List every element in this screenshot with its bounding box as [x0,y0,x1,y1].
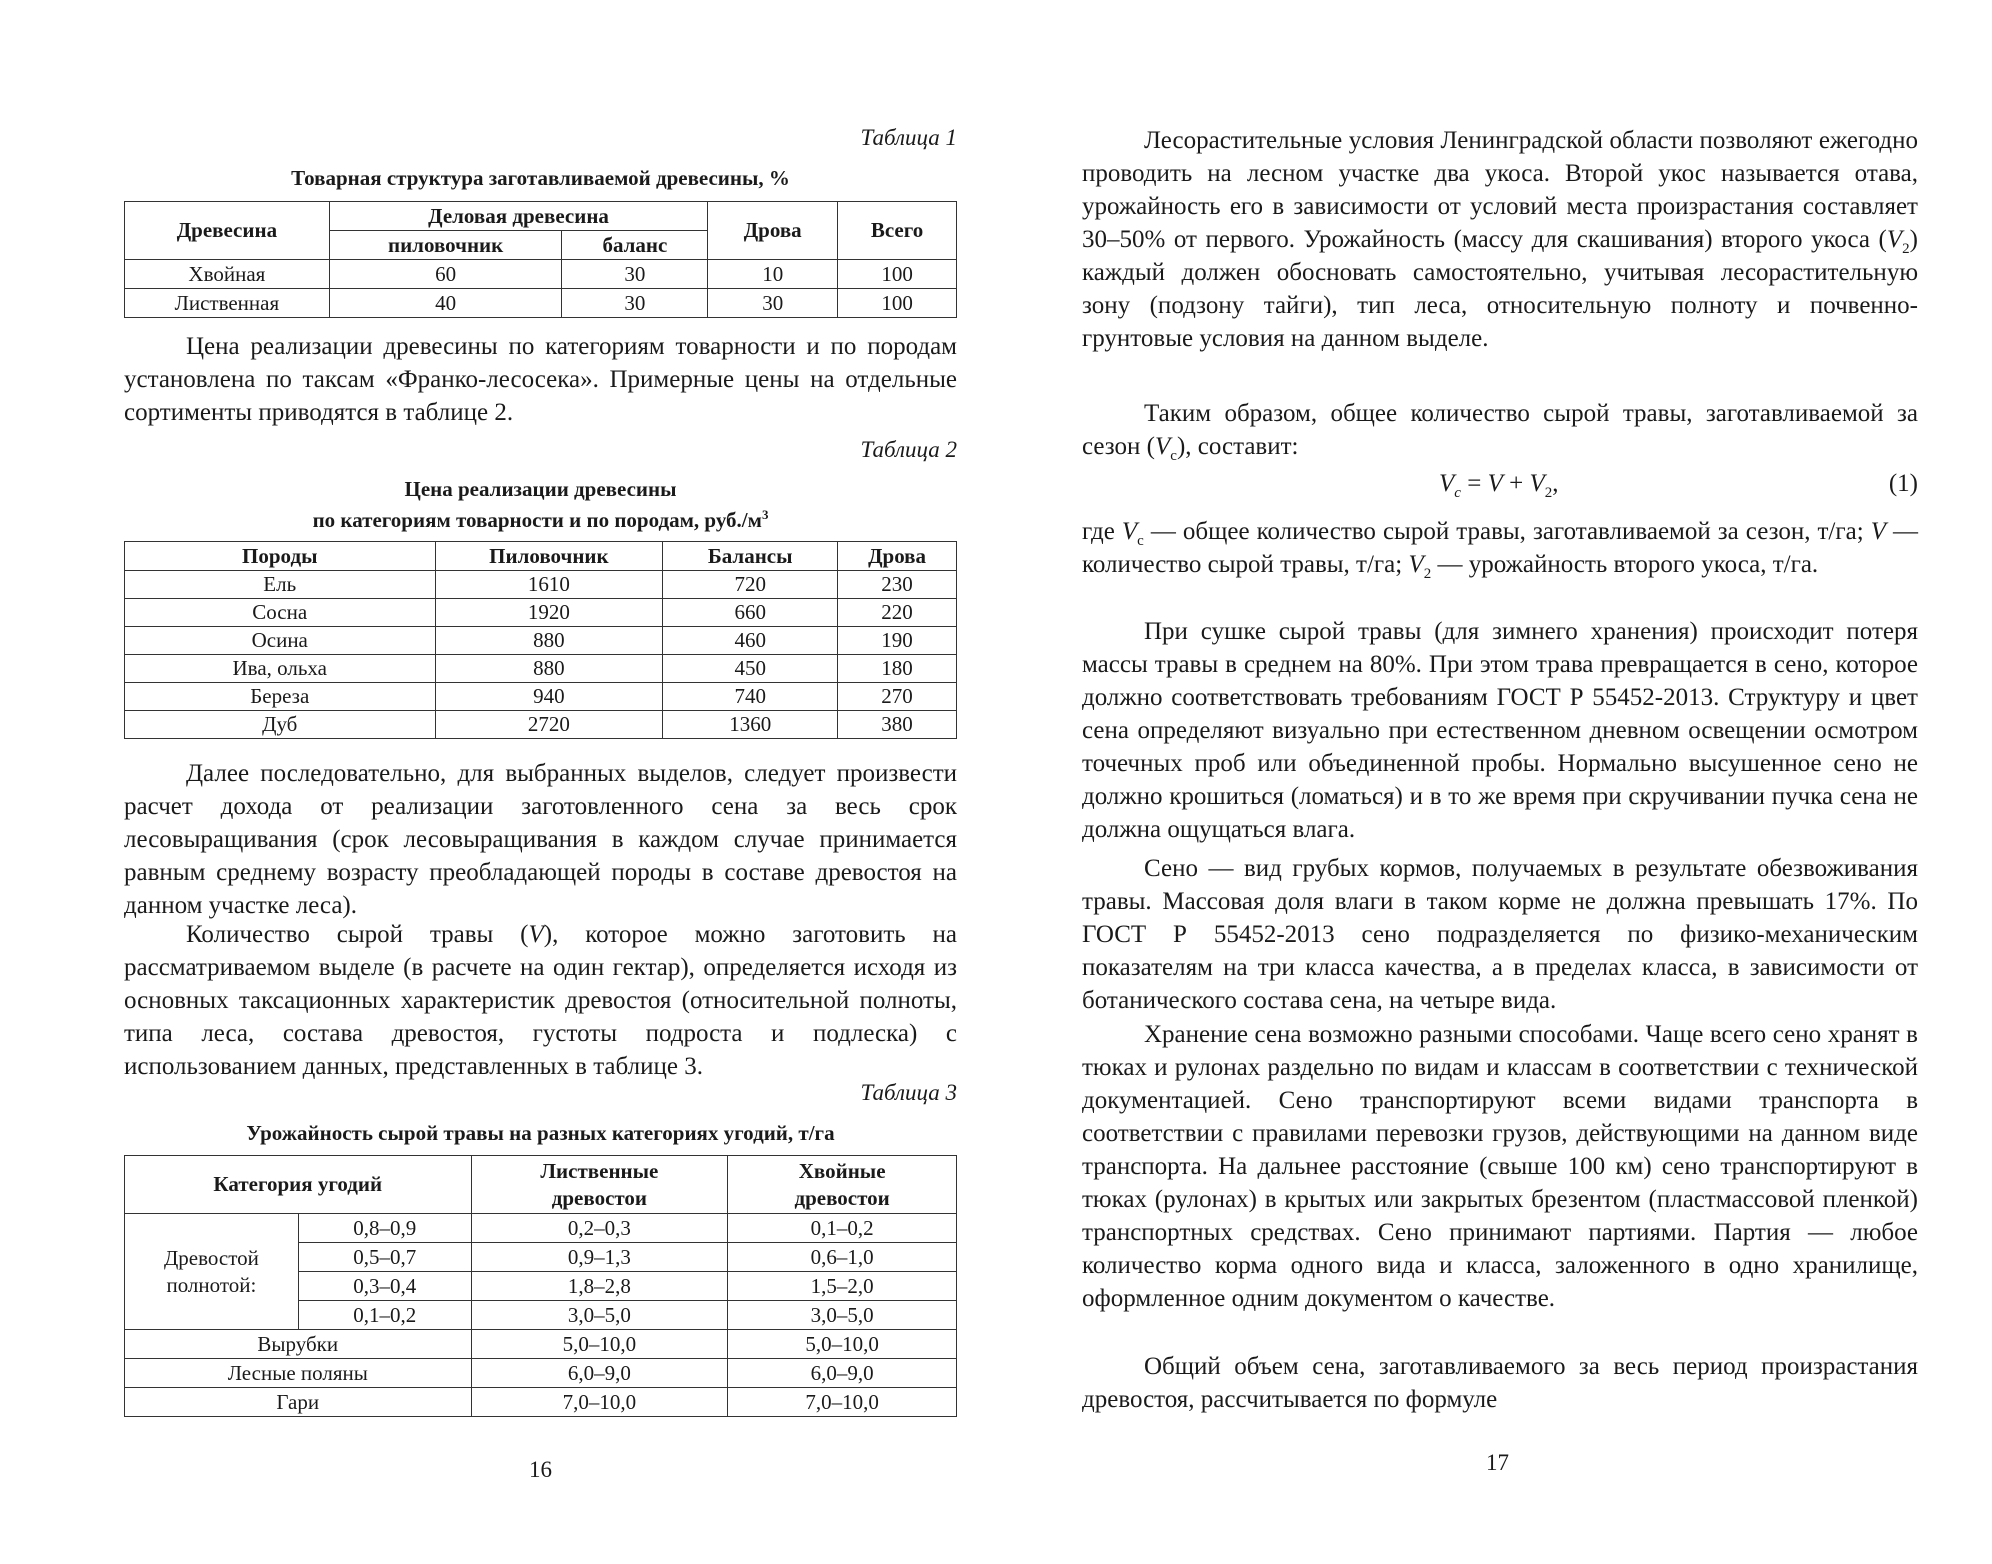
paragraph: Далее последовательно, для выбранных выделов, следует произвести расчет дохода от реализации заготовленного сена за весь срок лесовыращивания (срок лесовыращивания в каждом случае принимается равным среднему возрасту преобладающей породы в составе древостоя на данном участке леса). [124,760,957,919]
page-number: 16 [529,1457,552,1482]
paragraph [1082,397,1918,463]
t1-header-sawlog: пиловочник [329,231,562,260]
table-cell: 230 [838,571,957,599]
table-cell: 1360 [663,711,838,739]
text-fragment: — общее количество сырой травы, заготавливаемой за сезон, т/га; [1143,518,1871,545]
table-cell: 3,0–5,0 [728,1301,957,1330]
table-row [125,1359,957,1388]
table-cell: Хвойная [125,260,330,289]
table-2-title-superscript: 3 [761,507,769,522]
variable-v: V [1155,433,1171,460]
table-cell: 460 [663,627,838,655]
subscript: 2 [1544,485,1553,501]
table-row [125,260,957,289]
table-cell: 380 [838,711,957,739]
paragraph [124,918,957,1083]
text-fragment: ) каждый должен обосновать самостоятельно, учитывая лесорастительную зону (подзону тайги), тип леса, относительную полноту и почвенно-грунтовые условия на данном выделе. [1082,226,1918,352]
t1-header-balance: баланс [562,231,708,260]
text-fragment: где [1082,518,1122,545]
table-row [125,1214,957,1243]
table-cell: 60 [329,260,562,289]
left-page [124,0,957,1564]
text-fragment: ), составит: [1176,433,1299,460]
t2-header-firewood: Дрова [838,542,957,571]
table-cell: 100 [838,289,957,318]
table-cell: Вырубки [125,1330,472,1359]
variable-v: V [1886,226,1903,253]
table-cell: 220 [838,599,957,627]
var: V [1487,470,1503,497]
variable-v: V [528,921,544,948]
table-row [125,599,957,627]
table-cell: 5,0–10,0 [471,1330,728,1359]
table-3-caption: Таблица 3 [860,1080,957,1105]
paragraph: Хранение сена возможно разными способами. Чаще всего сено хранят в тюках и рулонах раздельно по видам и классам в соответствии с технической документацией. Сено транспортируют всеми видами транспорта в соответствии с правилами перевозки грузов, действующими на данном виде транспорта. На дальнее расстояние (свыше 100 км) сено транспортируют в тюках (рулонах) в крытых или закрытых брезентом (пластмассовой пленкой) транспортных средствах. Сено принимают партиями. Партия — любое количество корма одного вида и класса, заложенного в одно хранилище, оформленное одним документом о качестве. [1082,1021,1918,1312]
table-cell: Ель [125,571,436,599]
table-1-caption: Таблица 1 [860,125,957,150]
table-cell: Гари [125,1388,472,1417]
table-cell: 6,0–9,0 [728,1359,957,1388]
punct: , [1552,470,1559,497]
var: V [1439,470,1455,497]
header-line: древостои [794,1185,890,1210]
header-line: Лиственные [540,1158,659,1183]
table-cell: 0,3–0,4 [298,1272,471,1301]
table-cell: 880 [435,655,663,683]
subscript: с [1137,533,1144,549]
table-cell: 660 [663,599,838,627]
table-cell: 7,0–10,0 [471,1388,728,1417]
text-fragment: Лесорастительные условия Ленинградской области позволяют ежегодно проводить на лесном участке два укоса. Второй укос называется отава, урожайность его в зависимости от условий места произрастания составляет 30–50% от первого. Урожайность (массу для скашивания) второго укоса ( [1082,127,1918,253]
t2-header-sawlog: Пиловочник [435,542,663,571]
table-cell: Дуб [125,711,436,739]
table-cell: Ива, ольха [125,655,436,683]
t3-header-category: Категория угодий [125,1156,472,1214]
table-cell: 30 [562,260,708,289]
table-cell: 30 [708,289,838,318]
variable-v: V [1870,518,1886,545]
subscript: 2 [1902,241,1910,257]
table-cell: 1,8–2,8 [471,1272,728,1301]
table-row [125,289,957,318]
operator: + [1502,470,1530,497]
variable-v: V [1121,518,1138,545]
table-2-title-line-2: по категориям товарности и по породам, руб./м [312,508,762,532]
table-row [125,711,957,739]
table-cell: 0,5–0,7 [298,1243,471,1272]
table-cell: 40 [329,289,562,318]
table-row [125,627,957,655]
table-cell: 940 [435,683,663,711]
t3-header-conifer [728,1156,957,1214]
text-fragment: Количество сырой травы ( [186,921,529,948]
table-cell: 6,0–9,0 [471,1359,728,1388]
table-row [125,1388,957,1417]
table-2-title [124,474,957,536]
table-row [125,683,957,711]
header-line: Хвойные [798,1158,886,1183]
table-cell: 100 [838,260,957,289]
table-cell: 30 [562,289,708,318]
page-number: 17 [1486,1450,1509,1475]
table-cell: Осина [125,627,436,655]
table-row [125,1330,957,1359]
formula-number: (1) [1888,470,1918,497]
table-cell: 880 [435,627,663,655]
table-1 [124,201,957,318]
formula-expression [1439,470,1559,501]
right-page [1082,0,1918,1564]
table-cell: 1920 [435,599,663,627]
table-cell: 450 [663,655,838,683]
table-cell: 7,0–10,0 [728,1388,957,1417]
table-2-caption: Таблица 2 [860,437,957,462]
paragraph [1082,124,1918,355]
table-cell: 1610 [435,571,663,599]
text-fragment: — количество сырой травы, т/га; [1082,518,1918,578]
table-row [125,571,957,599]
table-cell: Лесные поляны [125,1359,472,1388]
table-1-title: Товарная структура заготавливаемой древесины, % [291,166,790,190]
table-cell: 0,2–0,3 [471,1214,728,1243]
t1-header-firewood: Дрова [708,202,838,260]
table-cell: 10 [708,260,838,289]
text-fragment: Таким образом, общее количество сырой травы, заготавливаемой за сезон ( [1082,400,1918,460]
subscript: с [1454,485,1461,501]
paragraph: Общий объем сена, заготавливаемого за весь период произрастания древостоя, рассчитывается по формуле [1082,1353,1918,1413]
table-3 [124,1155,957,1417]
table-cell: 190 [838,627,957,655]
table-cell: 270 [838,683,957,711]
formula-1 [1082,470,1918,503]
table-cell: 180 [838,655,957,683]
table-cell: 5,0–10,0 [728,1330,957,1359]
table-cell: 0,8–0,9 [298,1214,471,1243]
t1-header-total: Всего [838,202,957,260]
table-cell: Лиственная [125,289,330,318]
paragraph: Цена реализации древесины по категориям товарности и по породам установлена по таксам «Франко-лесосека». Примерные цены на отдельные сортименты приводятся в таблице 2. [124,333,957,426]
t1-header-business: Деловая древесина [329,202,708,231]
table-cell: 1,5–2,0 [728,1272,957,1301]
table-row [125,655,957,683]
t2-header-species: Породы [125,542,436,571]
table-cell: 0,1–0,2 [298,1301,471,1330]
table-cell: 0,9–1,3 [471,1243,728,1272]
table-cell: 720 [663,571,838,599]
paragraph: Сено — вид грубых кормов, получаемых в результате обезвоживания травы. Массовая доля влаги в таком корме не должна превышать 17%. По ГОСТ Р 55452-2013 сено подразделяется по физико-механическим показателям на три класса качества, а в пределах класса, в зависимости от ботанического состава сена, на четыре вида. [1082,855,1918,1014]
table-cell: 740 [663,683,838,711]
table-cell: Сосна [125,599,436,627]
var: V [1529,470,1545,497]
table-2-title-line-1: Цена реализации древесины [404,477,677,501]
operator: = [1460,470,1488,497]
subscript: 2 [1423,566,1432,582]
t2-header-balance: Балансы [663,542,838,571]
table-2 [124,541,957,739]
t3-group-label [125,1214,299,1330]
table-3-title: Урожайность сырой травы на разных категориях угодий, т/га [246,1121,835,1145]
t1-header-wood: Древесина [125,202,330,260]
text-fragment: ), которое можно заготовить на рассматриваемом выделе (в расчете на один гектар), определяется исходя из основных таксационных характеристик древостоя (относительной полноты, типа леса, состава древостоя, густоты подроста и подлеска) с использованием данных, представленных в таблице 3. [124,921,957,1080]
paragraph: При сушке сырой травы (для зимнего хранения) происходит потеря массы травы в среднем на 80%. При этом трава превращается в сено, которое должно соответствовать требованиям ГОСТ Р 55452-2013. Структуру и цвет сена определяют визуально при естественном дневном освещении осмотром точечных проб или объединенной пробы. Нормально высушенное сено не должно крошиться (ломаться) и в то же время при скручивании пучка сена не должна ощущаться влага. [1082,618,1918,843]
group-line: Древостой [163,1245,259,1270]
text-fragment: — урожайность второго укоса, т/га. [1431,551,1819,578]
table-cell: Береза [125,683,436,711]
group-line: полнотой: [166,1272,257,1297]
table-cell: 0,6–1,0 [728,1243,957,1272]
table-cell: 0,1–0,2 [728,1214,957,1243]
paragraph [1082,515,1918,581]
table-cell: 3,0–5,0 [471,1301,728,1330]
subscript: с [1170,448,1177,464]
variable-v: V [1408,551,1424,578]
table-cell: 2720 [435,711,663,739]
header-line: древостои [551,1185,648,1210]
t3-header-deciduous [471,1156,728,1214]
